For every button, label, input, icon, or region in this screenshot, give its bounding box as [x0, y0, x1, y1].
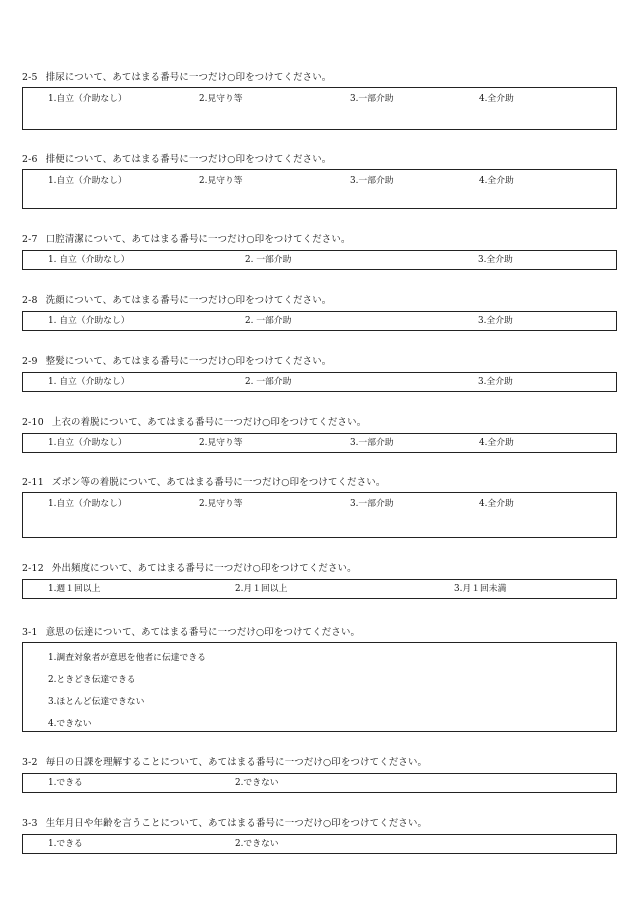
option-2[interactable]: 2.見守り等	[199, 499, 243, 509]
question-number: 3-2	[22, 757, 38, 768]
answer-box-3-3	[22, 834, 617, 854]
option-2[interactable]: 2.ときどき伝達できる	[48, 675, 136, 685]
question-text: 上衣の着脱について、あてはまる番号に一つだけ○印をつけてください。	[51, 417, 367, 428]
answer-box-2-12	[22, 579, 617, 599]
question-text: 外出頻度について、あてはまる番号に一つだけ○印をつけてください。	[51, 563, 357, 574]
option-3[interactable]: 3.月１回未満	[454, 584, 507, 594]
question-number: 2-9	[22, 356, 38, 367]
option-3[interactable]: 3.全介助	[478, 377, 513, 387]
answer-box-2-6	[22, 169, 617, 209]
question-number: 2-5	[22, 72, 38, 83]
option-1[interactable]: 1.できる	[48, 839, 83, 849]
question-text: 洗顔について、あてはまる番号に一つだけ○印をつけてください。	[45, 295, 332, 306]
question-2-7-heading	[22, 234, 619, 246]
option-2[interactable]: 2.できない	[235, 778, 279, 788]
question-text: ズボン等の着脱について、あてはまる番号に一つだけ○印をつけてください。	[51, 477, 386, 488]
option-2[interactable]: 2. 一部介助	[245, 316, 292, 326]
question-2-6-heading	[22, 154, 619, 166]
question-number: 3-3	[22, 818, 38, 829]
option-2[interactable]: 2. 一部介助	[245, 377, 292, 387]
question-number: 2-11	[22, 477, 44, 488]
answer-box-2-8	[22, 311, 617, 331]
option-1[interactable]: 1.できる	[48, 778, 83, 788]
question-number: 2-12	[22, 563, 44, 574]
question-number: 3-1	[22, 627, 38, 638]
question-text: 意思の伝達について、あてはまる番号に一つだけ○印をつけてください。	[45, 627, 361, 638]
question-3-2-heading	[22, 757, 619, 769]
answer-box-3-2	[22, 773, 617, 793]
question-text: 生年月日や年齢を言うことについて、あてはまる番号に一つだけ○印をつけてください。	[45, 818, 428, 829]
option-3[interactable]: 3.一部介助	[350, 499, 394, 509]
option-2[interactable]: 2.見守り等	[199, 176, 243, 186]
question-number: 2-10	[22, 417, 44, 428]
question-2-10-heading	[22, 417, 619, 429]
question-number: 2-7	[22, 234, 38, 245]
answer-box-2-10	[22, 433, 617, 453]
question-number: 2-8	[22, 295, 38, 306]
option-3[interactable]: 3.一部介助	[350, 438, 394, 448]
question-text: 排便について、あてはまる番号に一つだけ○印をつけてください。	[45, 154, 332, 165]
option-2[interactable]: 2.見守り等	[199, 94, 243, 104]
question-text: 口腔清潔について、あてはまる番号に一つだけ○印をつけてください。	[45, 234, 351, 245]
option-1[interactable]: 1. 自立（介助なし）	[48, 316, 130, 326]
answer-box-2-7	[22, 250, 617, 270]
option-1[interactable]: 1.調査対象者が意思を他者に伝達できる	[48, 653, 206, 663]
question-text: 整髪について、あてはまる番号に一つだけ○印をつけてください。	[45, 356, 332, 367]
option-4[interactable]: 4.全介助	[479, 438, 514, 448]
option-1[interactable]: 1.週１回以上	[48, 584, 101, 594]
question-2-11-heading	[22, 477, 619, 489]
answer-box-2-5	[22, 87, 617, 130]
question-3-1-heading	[22, 627, 619, 639]
option-4[interactable]: 4.全介助	[479, 176, 514, 186]
answer-box-2-11	[22, 492, 617, 538]
option-1[interactable]: 1. 自立（介助なし）	[48, 377, 130, 387]
option-3[interactable]: 3.全介助	[478, 316, 513, 326]
option-4[interactable]: 4.全介助	[479, 499, 514, 509]
answer-box-3-1	[22, 642, 617, 732]
question-text: 排尿について、あてはまる番号に一つだけ○印をつけてください。	[45, 72, 332, 83]
option-1[interactable]: 1.自立（介助なし）	[48, 94, 127, 104]
option-1[interactable]: 1.自立（介助なし）	[48, 176, 127, 186]
question-3-3-heading	[22, 818, 619, 830]
option-2[interactable]: 2.月１回以上	[235, 584, 288, 594]
question-2-5-heading	[22, 72, 619, 84]
option-4[interactable]: 4.全介助	[479, 94, 514, 104]
question-number: 2-6	[22, 154, 38, 165]
option-3[interactable]: 3.全介助	[478, 255, 513, 265]
option-2[interactable]: 2.できない	[235, 839, 279, 849]
question-text: 毎日の日課を理解することについて、あてはまる番号に一つだけ○印をつけてください。	[45, 757, 428, 768]
question-2-9-heading	[22, 356, 619, 368]
option-3[interactable]: 3.一部介助	[350, 176, 394, 186]
answer-box-2-9	[22, 372, 617, 392]
option-3[interactable]: 3.ほとんど伝達できない	[48, 697, 145, 707]
option-1[interactable]: 1.自立（介助なし）	[48, 438, 127, 448]
question-2-12-heading	[22, 563, 619, 575]
option-2[interactable]: 2. 一部介助	[245, 255, 292, 265]
option-3[interactable]: 3.一部介助	[350, 94, 394, 104]
option-2[interactable]: 2.見守り等	[199, 438, 243, 448]
option-1[interactable]: 1.自立（介助なし）	[48, 499, 127, 509]
option-4[interactable]: 4.できない	[48, 719, 92, 729]
question-2-8-heading	[22, 295, 619, 307]
option-1[interactable]: 1. 自立（介助なし）	[48, 255, 130, 265]
